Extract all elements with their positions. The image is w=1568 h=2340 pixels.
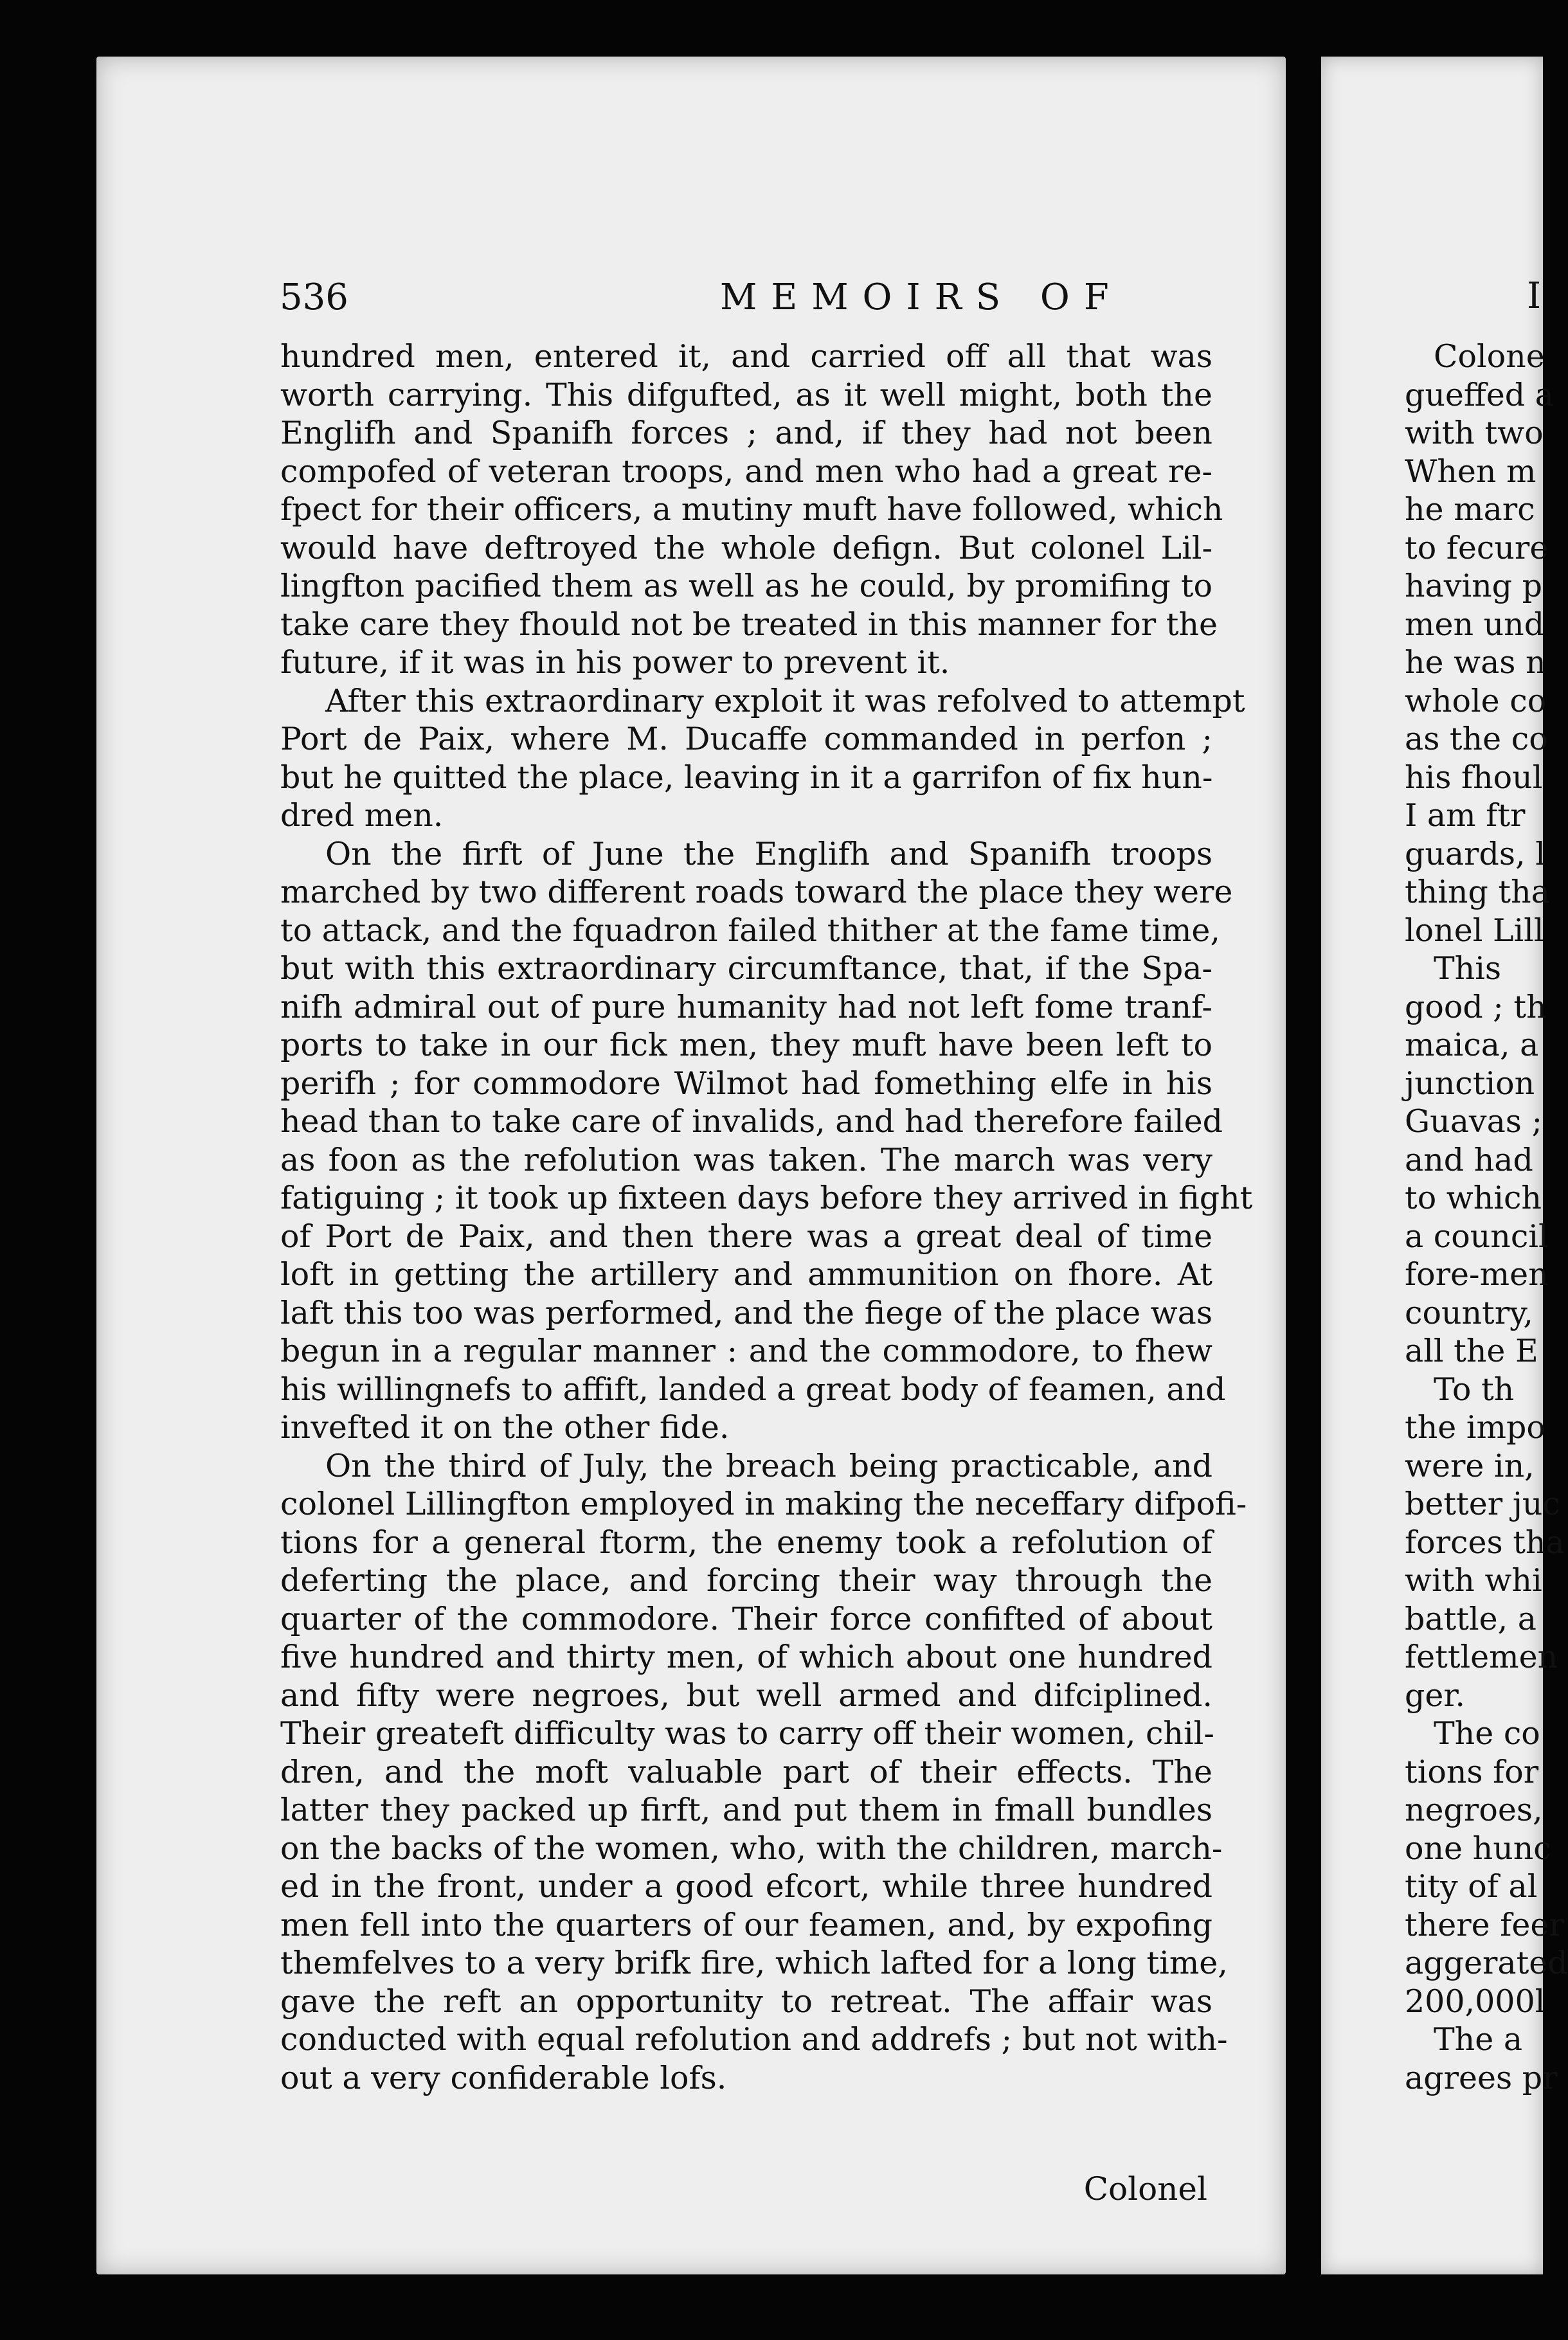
- text-line: On the third of July, the breach being practicable, and: [325, 1447, 1212, 1484]
- text-line: latter they packed up firft, and put them in fmall bundles: [280, 1792, 1212, 1828]
- text-line-fragment: all the E: [1405, 1333, 1538, 1369]
- text-line-fragment: were in,: [1405, 1447, 1535, 1484]
- text-line-fragment: he marc: [1405, 491, 1535, 528]
- text-line-fragment: one hunc: [1405, 1830, 1551, 1867]
- text-line-fragment: tity of al: [1405, 1868, 1538, 1905]
- text-line-fragment: battle, a: [1405, 1600, 1536, 1637]
- page-number: 536: [280, 276, 348, 318]
- text-line: his willingnefs to affift, landed a great body of feamen, and: [280, 1371, 1226, 1408]
- text-line: begun in a regular manner : and the commodore, to fhew: [280, 1333, 1212, 1369]
- text-line: hundred men, entered it, and carried off all that was: [280, 338, 1212, 375]
- text-line-fragment: negroes,: [1405, 1792, 1543, 1828]
- text-line: invefted it on the other fide.: [280, 1409, 730, 1446]
- text-line: quarter of the commodore. Their force confifted of about: [280, 1600, 1212, 1637]
- text-line: but he quitted the place, leaving in it a garrifon of fix hun-: [280, 759, 1213, 796]
- text-line: to attack, and the fquadron failed thither at the fame time,: [280, 912, 1220, 949]
- text-line-fragment: having p: [1405, 568, 1542, 604]
- text-line: loft in getting the artillery and ammunition on fhore. At: [280, 1256, 1212, 1293]
- text-line-fragment: a council: [1405, 1218, 1549, 1255]
- text-line-fragment: The co: [1434, 1715, 1540, 1752]
- text-line-fragment: good ; th: [1405, 988, 1547, 1025]
- text-line-fragment: there feer: [1405, 1906, 1564, 1943]
- text-line-fragment: country,: [1405, 1294, 1533, 1331]
- text-line: take care they fhould not be treated in this manner for the: [280, 606, 1218, 643]
- text-line: and fifty were negroes, but well armed and difciplined.: [280, 1677, 1212, 1714]
- text-line: men fell into the quarters of our feamen, and, by expofing: [280, 1906, 1212, 1943]
- text-line-fragment: men und: [1405, 606, 1545, 643]
- text-line-fragment: thing tha: [1405, 874, 1550, 910]
- text-line: Port de Paix, where M. Ducaffe commanded in perfon ;: [280, 721, 1212, 757]
- running-head: MEMOIRS OF: [720, 276, 1123, 318]
- text-line-fragment: Colone: [1434, 338, 1545, 375]
- body-text: [280, 338, 1253, 2097]
- right-page-text: [1405, 338, 1568, 2097]
- text-line-fragment: maica, a: [1405, 1027, 1539, 1063]
- text-line-fragment: to which: [1405, 1180, 1542, 1216]
- text-line: On the firft of June the Englifh and Spanifh troops: [325, 835, 1212, 872]
- text-line-fragment: aggerated: [1405, 1945, 1568, 1981]
- text-line-fragment: fore-men: [1405, 1256, 1549, 1293]
- text-line: five hundred and thirty men, of which about one hundred: [280, 1639, 1212, 1675]
- text-line-fragment: he was n: [1405, 644, 1546, 681]
- text-line-fragment: tions for: [1405, 1753, 1539, 1790]
- text-line-fragment: The a: [1434, 2021, 1523, 2058]
- text-line: ports to take in our fick men, they muft have been left to: [280, 1027, 1212, 1063]
- text-line: gave the reft an opportunity to retreat. The affair was: [280, 1983, 1212, 2020]
- text-line-fragment: This: [1434, 950, 1502, 987]
- text-line-fragment: agrees pr: [1405, 2059, 1558, 2096]
- text-line-fragment: To th: [1434, 1371, 1515, 1408]
- text-line-fragment: with two: [1405, 415, 1544, 451]
- text-line: but with this extraordinary circumftance, that, if the Spa-: [280, 950, 1212, 987]
- text-line: fatiguing ; it took up fixteen days before they arrived in fight: [280, 1180, 1253, 1216]
- text-line-fragment: better juc: [1405, 1486, 1560, 1522]
- text-line: out a very confiderable lofs.: [280, 2059, 727, 2096]
- text-line-fragment: 200,000l: [1405, 1983, 1545, 2020]
- text-line: perifh ; for commodore Wilmot had fomething elfe in his: [280, 1065, 1212, 1102]
- text-line: After this extraordinary exploit it was refolved to attempt: [325, 682, 1245, 719]
- text-line-fragment: gueffed a: [1405, 376, 1554, 413]
- text-line: marched by two different roads toward the place they were: [280, 874, 1233, 910]
- text-line: nifh admiral out of pure humanity had not left fome tranf-: [280, 988, 1212, 1025]
- text-line-fragment: as the co: [1405, 721, 1548, 757]
- text-line-fragment: lonel Lill: [1405, 912, 1544, 949]
- text-line: ed in the front, under a good efcort, while three hundred: [280, 1868, 1212, 1905]
- text-line: colonel Lillingfton employed in making the neceffary difpofi-: [280, 1486, 1247, 1522]
- text-line-fragment: whole co: [1405, 682, 1547, 719]
- text-line-fragment: guards, l: [1405, 835, 1545, 872]
- text-line: worth carrying. This difgufted, as it well might, both the: [280, 376, 1212, 413]
- text-line: conducted with equal refolution and addrefs ; but not with-: [280, 2021, 1228, 2058]
- text-line: on the backs of the women, who, with the children, march-: [280, 1830, 1223, 1867]
- text-line: of Port de Paix, and then there was a great deal of time: [280, 1218, 1212, 1255]
- right-page-running-head: I: [1527, 275, 1542, 317]
- text-line-fragment: junction: [1405, 1065, 1535, 1102]
- text-line: dred men.: [280, 797, 444, 834]
- text-line-fragment: Guavas ;: [1405, 1103, 1543, 1140]
- text-line-fragment: the impo: [1405, 1409, 1545, 1446]
- text-line: would have deftroyed the whole defign. But colonel Lil-: [280, 529, 1212, 566]
- text-line-fragment: ger.: [1405, 1677, 1465, 1714]
- text-line: dren, and the moft valuable part of their effects. The: [280, 1753, 1212, 1790]
- text-line-fragment: fettlemen: [1405, 1639, 1558, 1675]
- text-line-fragment: forces tha: [1405, 1524, 1565, 1561]
- text-line: Their greateft difficulty was to carry off their women, chil-: [280, 1715, 1214, 1752]
- text-line: head than to take care of invalids, and had therefore failed: [280, 1103, 1223, 1140]
- text-line: future, if it was in his power to prevent it.: [280, 644, 950, 681]
- text-line: compofed of veteran troops, and men who had a great re-: [280, 453, 1212, 490]
- text-line: as foon as the refolution was taken. The march was very: [280, 1141, 1212, 1178]
- text-line: themfelves to a very brifk fire, which lafted for a long time,: [280, 1945, 1228, 1981]
- text-line: deferting the place, and forcing their way through the: [280, 1562, 1212, 1599]
- text-line-fragment: with whi: [1405, 1562, 1542, 1599]
- text-line-fragment: and had: [1405, 1141, 1533, 1178]
- catchword: Colonel: [1083, 2170, 1207, 2208]
- text-line-fragment: When m: [1405, 453, 1536, 490]
- text-line: Englifh and Spanifh forces ; and, if they had not been: [280, 415, 1212, 451]
- text-line-fragment: I am ftr: [1405, 797, 1526, 834]
- text-line: lingfton pacified them as well as he could, by promifing to: [280, 568, 1212, 604]
- text-line-fragment: his fhoul: [1405, 759, 1543, 796]
- text-line: fpect for their officers, a mutiny muft have followed, which: [280, 491, 1223, 528]
- page-header: [190, 270, 1205, 328]
- text-line: tions for a general ftorm, the enemy took a refolution of: [280, 1524, 1212, 1561]
- text-line: laft this too was performed, and the fiege of the place was: [280, 1294, 1212, 1331]
- text-line-fragment: to fecure: [1405, 529, 1549, 566]
